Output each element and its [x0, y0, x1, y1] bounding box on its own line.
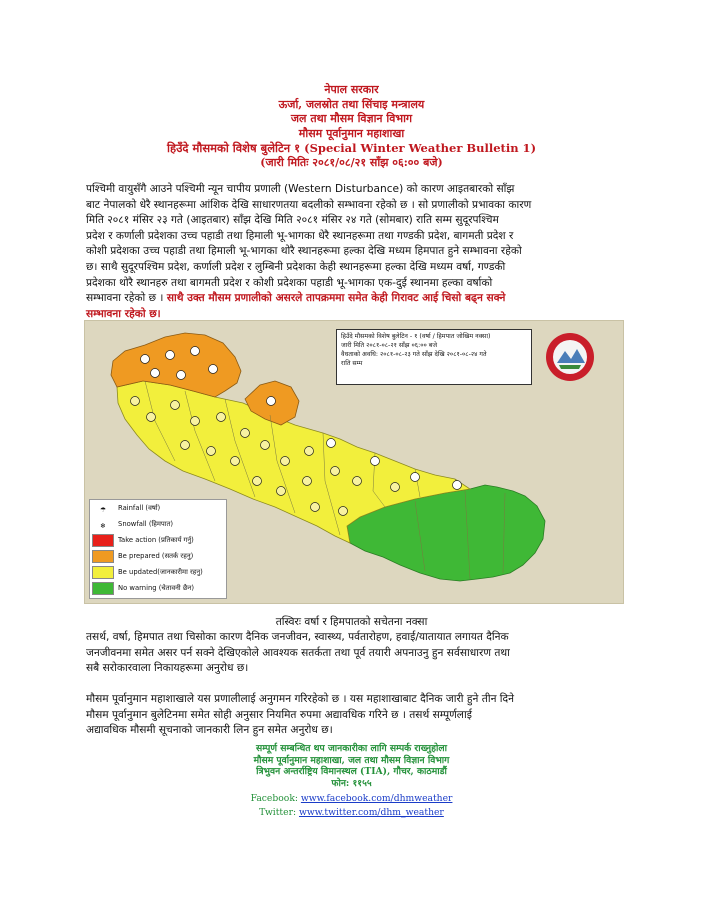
intro-line-end: सम्भावना रहेको छ । [86, 292, 164, 305]
contact-phone: फोन: ११५५ [331, 777, 372, 789]
intro-paragraph [86, 182, 622, 322]
intro-line: कोशी प्रदेशका उच्च पहाडी तथा हिमाली भू-भागका थोरै स्थानहरूमा हल्का देखि मध्यम हिमपात हुने सम्भावना रहेको [86, 245, 522, 258]
twitter-line [0, 806, 703, 820]
intro-line: बाट नेपालको धेरै स्थानहरूमा आंशिक देखि साधारणतया बदलीको सम्भावना रहेको छ । सो प्रणालीको प्रभावका कारण [86, 198, 532, 211]
swatch-no-warning [92, 582, 114, 595]
monitoring-line: अद्यावधिक मौसमी सूचनाको जानकारी लिन हुन समेत अनुरोध छ। [86, 724, 333, 737]
facebook-line [0, 792, 703, 806]
contact-block [0, 743, 703, 819]
legend-snowfall-label: Snowfall (हिमपात) [118, 520, 174, 528]
intro-line: प्रदेश र कर्णाली प्रदेशका उच्च पहाडी तथा हिमाली भू-भागका धेरै स्थानहरूमा तथा गण्डकी प्रदेश, बागमती प्रदेश र [86, 229, 514, 242]
facebook-label: Facebook: [250, 793, 298, 804]
map-legend [89, 499, 227, 599]
legend-no-warning-label: No warning (चेतावनी छैन) [118, 584, 195, 592]
nepal-emblem [546, 333, 594, 381]
facebook-link[interactable]: www.facebook.com/dhmweather [300, 793, 453, 804]
header-division: मौसम पूर्वानुमान महाशाखा [298, 126, 405, 140]
map-info-issued: जारी मिति २०८१-०८-२१ साँझ ०६:०० बजे [341, 342, 438, 349]
map-info-title: हिउँदे मौसमको विशेष बुलेटिन - १ (वर्षा / हिमपात जोखिम नक्सा) [341, 333, 491, 340]
monitoring-line: मौसम पूर्वानुमान बुलेटिनमा समेत सोही अनुसार नियमित रुपमा अद्यावधिक गरिने छ । तसर्थ सम्पूर्णलाई [86, 708, 472, 721]
legend-be-updated [92, 564, 222, 581]
legend-take-action-label: Take action (प्रतिकार्य गर्नु) [118, 536, 194, 544]
contact-division: मौसम पूर्वानुमान महाशाखा, जल तथा मौसम विज्ञान विभाग [253, 754, 450, 766]
legend-be-prepared-label: Be prepared (सतर्क रहनु) [118, 552, 194, 560]
legend-be-updated-label: Be updated(जानकारीमा रहनु) [118, 568, 203, 576]
snowflake-icon: ❄ [100, 521, 106, 530]
map-info-box [336, 329, 532, 385]
map-caption: तस्विरः वर्षा र हिमपातको सचेतना नक्सा [275, 616, 428, 628]
swatch-be-updated [92, 566, 114, 579]
monitoring-line: मौसम पूर्वानुमान महाशाखाले यस प्रणालीलाई अनुगमन गरिरहेको छ । यस महाशाखाबाट दैनिक जारी हुने तीन दिने [86, 693, 515, 705]
bulletin-title: हिउँदे मौसमको विशेष बुलेटिन १ (Special Winter Weather Bulletin 1) [166, 141, 537, 155]
contact-address: त्रिभुवन अन्तर्राष्ट्रिय विमानस्थल (TIA), गौचर, काठमाडौं [256, 766, 447, 777]
advisory-paragraph [86, 630, 622, 677]
legend-take-action [92, 532, 222, 549]
issue-date: (जारी मितिः २०८१/०८/२१ साँझ ०६:०० बजे) [260, 155, 443, 169]
intro-line: प्रदेशका थोरै स्थानहरु तथा बागमती प्रदेश र कोशी प्रदेशका पहाडी भू-भागका एक-दुई स्थानमा हल्का वर्षाको [86, 276, 493, 289]
intro-warning-text: साथै उक्त मौसम प्रणालीको असरले तापक्रममा समेत केही गिरावट आई चिसो बढ्न सक्ने [166, 292, 506, 305]
intro-line: पश्चिमी वायुसँगै आउने पश्चिमी न्यून चापीय प्रणाली (Western Disturbance) को कारण आइतबारको साँझ [86, 183, 515, 195]
rainfall-icon: ☂ [99, 505, 107, 514]
header-ministry: ऊर्जा, जलस्रोत तथा सिंचाइ मन्त्रालय [278, 97, 425, 111]
bulletin-header [0, 83, 703, 170]
header-department: जल तथा मौसम विज्ञान विभाग [290, 112, 413, 125]
advisory-line: जनजीवनमा समेत असर पर्न सक्ने देखिएकोले आवश्यक सतर्कता तथा पूर्व तयारी अपनाउनु हुन सर्वसाधारण तथा [86, 646, 510, 659]
intro-line [86, 291, 622, 307]
legend-no-warning [92, 580, 222, 597]
map-info-validity: वैधताको अवधि: २०८१-०८-२३ गते साँझ देखि २०८१-०८-२४ गते [341, 351, 487, 358]
map-info-validity-end: राति सम्म [341, 360, 363, 367]
header-government: नेपाल सरकार [324, 83, 379, 96]
intro-warning-text-end: सम्भावना रहेको छ। [86, 307, 161, 320]
advisory-line: तसर्थ, वर्षा, हिमपात तथा चिसोका कारण दैनिक जनजीवन, स्वास्थ्य, पर्वतारोहण, हवाई/यातायात लगायत दैनिक [86, 631, 509, 643]
warning-map [84, 320, 624, 604]
swatch-be-prepared [92, 550, 114, 563]
intro-line: छ। साथै सुदूरपश्चिम प्रदेश, कर्णाली प्रदेश र लुम्बिनी प्रदेशका केही स्थानहरूमा हल्का देखि मध्यम वर्षा, गण्डकी [86, 260, 506, 273]
intro-line: मिति २०८१ मंसिर २३ गते (आइतबार) साँझ देखि मिति २०८१ मंसिर २४ गते (सोमबार) राति सम्म सुदूरपश्चिम [86, 214, 499, 227]
swatch-take-action [92, 534, 114, 547]
twitter-link[interactable]: www.twitter.com/dhm_weather [298, 806, 444, 818]
contact-intro: सम्पूर्ण सम्बन्धित थप जानकारीका लागि सम्पर्क राख्नुहोला [256, 743, 447, 754]
monitoring-paragraph [86, 692, 622, 739]
legend-be-prepared [92, 548, 222, 565]
legend-rainfall [92, 500, 222, 517]
legend-rainfall-label: Rainfall (वर्षा) [118, 504, 161, 512]
advisory-line: सबै सरोकारवाला निकायहरूमा अनुरोध छ। [86, 662, 249, 675]
twitter-label: Twitter: [259, 806, 297, 818]
legend-snowfall [92, 516, 222, 533]
